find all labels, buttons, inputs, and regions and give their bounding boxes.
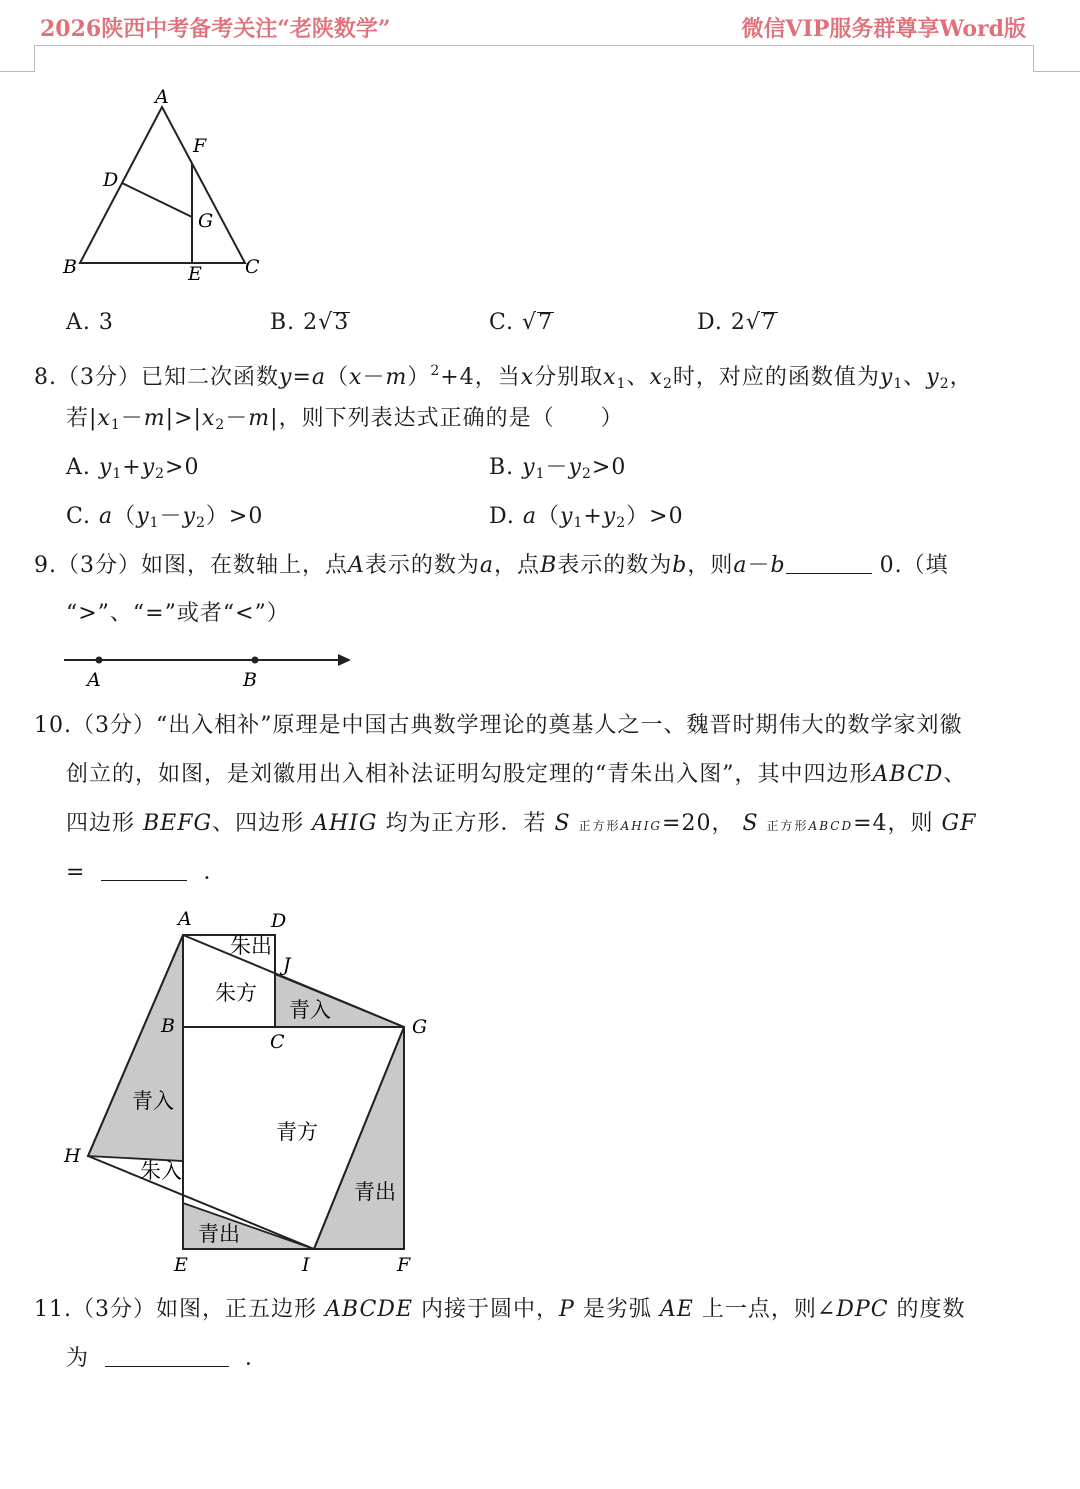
- header-divider: [34, 45, 1034, 46]
- header-right-title: 微信VIP服务群尊享Word版: [741, 16, 1026, 42]
- q7-choice-b[interactable]: B. 2√3: [270, 310, 350, 335]
- q11-stem-line2: 为 ．: [66, 1346, 269, 1371]
- q8-choice-d[interactable]: D. $a(y_1+y_2)>0$: [489, 504, 684, 531]
- q7-label-b: B: [63, 256, 77, 278]
- q7-label-d: D: [103, 169, 119, 191]
- q10-text-qingru-top: 青入: [289, 998, 331, 1022]
- q8-stem-line2: 若$|x_1-m|>|x_2-m|$，则下列表达式正确的是（ ）: [66, 406, 624, 433]
- q7-choice-c[interactable]: C. √7: [489, 310, 554, 335]
- q10-label-g: G: [412, 1016, 428, 1038]
- q7-label-e: E: [188, 263, 202, 285]
- q10-figure: [60, 905, 460, 1285]
- q9-label-a: A: [87, 669, 101, 691]
- q10-text-zhufang: 朱方: [215, 981, 257, 1005]
- q10-stem-line3: 四边形 BEFG、四边形 AHIG 均为正方形．若 S 正方形AHIG=20， S 正方形ABCD=4，则 GF: [66, 811, 977, 836]
- q10-label-e: E: [174, 1254, 188, 1276]
- q7-choice-a[interactable]: A. 3: [66, 310, 114, 335]
- q10-text-zhuchu: 朱出: [230, 934, 272, 958]
- q10-label-a: A: [178, 908, 192, 930]
- q10-stem-line2: 创立的，如图，是刘徽用出入相补法证明勾股定理的“青朱出入图”，其中四边形ABCD、: [66, 762, 967, 787]
- q10-text-qingchu-right: 青出: [354, 1180, 396, 1204]
- q8-choice-b[interactable]: B. $y_1-y_2>0$: [489, 455, 627, 482]
- q11-stem-line1: 11.（3分）如图，正五边形 ABCDE 内接于圆中，P 是劣弧 AE 上一点，则∠DPC 的度数: [34, 1297, 966, 1322]
- q7-label-f: F: [193, 135, 207, 157]
- q7-triangle-figure: [55, 85, 275, 285]
- q7-label-c: C: [245, 256, 260, 278]
- q10-answer-blank[interactable]: [101, 858, 187, 881]
- q9-stem-line1: 9.（3分）如图，在数轴上，点A表示的数为a，点B表示的数为b，则a－b 0.（填: [34, 553, 949, 578]
- page-corner-left: [0, 45, 35, 72]
- q9-point-b: [252, 657, 259, 664]
- q11-answer-blank[interactable]: [105, 1344, 229, 1367]
- q10-stem-line4: = ．: [66, 860, 227, 885]
- header-left-title: 2026陕西中考备考关注“老陕数学”: [40, 16, 391, 42]
- q10-label-j: J: [283, 954, 291, 976]
- q10-text-qingru-left: 青入: [132, 1089, 174, 1113]
- q10-text-qingchu-bottom: 青出: [198, 1222, 240, 1246]
- q10-label-f: F: [397, 1254, 411, 1276]
- q10-stem-line1: 10.（3分）“出入相补”原理是中国古典数学理论的奠基人之一、魏晋时期伟大的数学家刘徽: [34, 713, 963, 738]
- q10-label-d: D: [271, 910, 287, 932]
- q9-label-b: B: [243, 669, 257, 691]
- q10-text-zhuru: 朱入: [140, 1159, 182, 1183]
- q9-number-line: [62, 648, 362, 691]
- q10-label-c: C: [270, 1031, 285, 1053]
- q7-label-a: A: [155, 86, 169, 108]
- q7-label-g: G: [198, 210, 214, 232]
- q9-point-a: [96, 657, 103, 664]
- q9-stem-line2: “>”、“=”或者“<”）: [66, 601, 290, 626]
- q9-answer-blank[interactable]: [786, 551, 872, 574]
- q8-choice-c[interactable]: C. $a(y_1-y_2)>0$: [66, 504, 264, 531]
- q7-choice-d[interactable]: D. 2√7: [697, 310, 777, 335]
- q10-label-i: I: [302, 1254, 310, 1276]
- q8-stem-line1: 8.（3分）已知二次函数$y=a(x-m)^2+4$，当x分别取$x_1$、$x_2$时，对应的函数值为$y_1$、$y_2$，: [34, 363, 973, 392]
- q8-choice-a[interactable]: A. $y_1+y_2>0$: [66, 455, 200, 482]
- q10-text-qingfang: 青方: [276, 1120, 318, 1144]
- q10-label-b: B: [161, 1015, 175, 1037]
- page-corner-right: [1033, 45, 1080, 72]
- q10-label-h: H: [64, 1145, 81, 1167]
